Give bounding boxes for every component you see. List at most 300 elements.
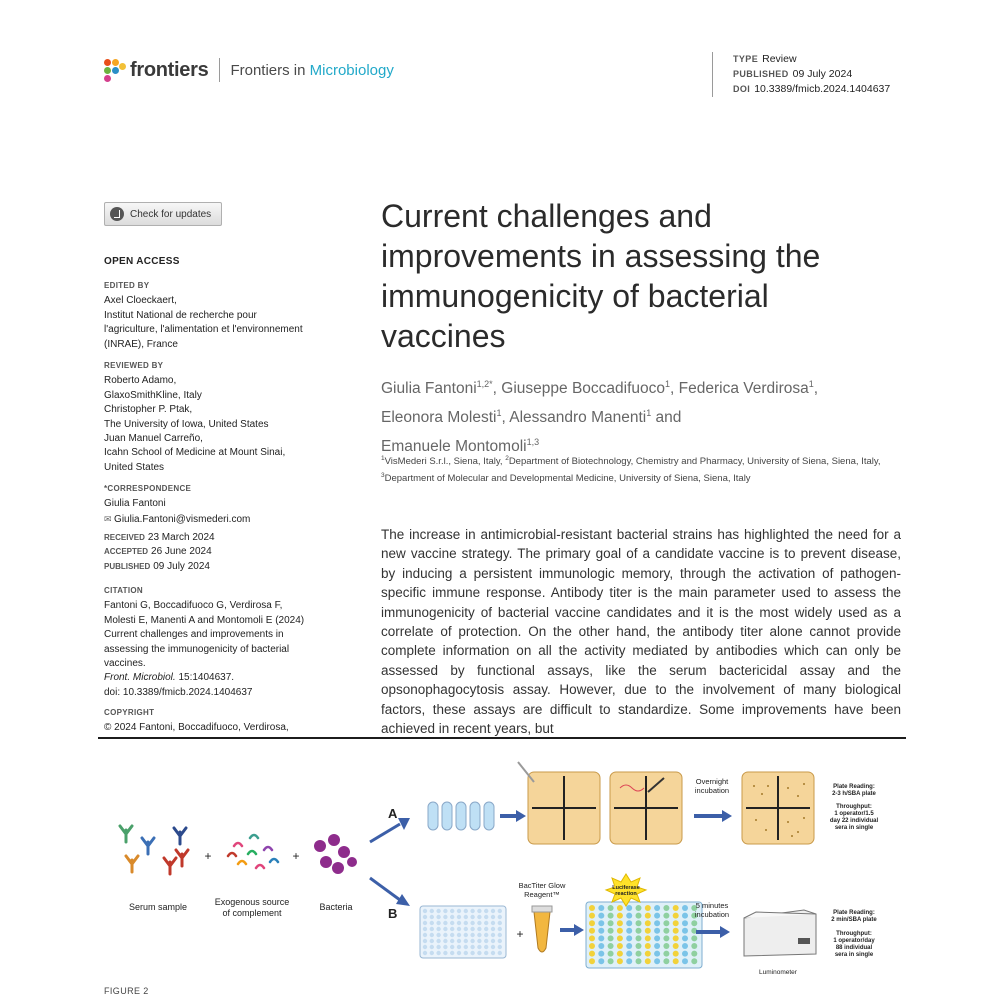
luminescent-well xyxy=(636,928,642,934)
author-sep: and xyxy=(651,409,682,427)
well xyxy=(484,927,488,931)
luminescent-well xyxy=(636,943,642,949)
affil-text: Department of Biotechnology, Chemistry and Pharmacy, University of Siena, Siena, Italy, xyxy=(508,456,881,468)
luminescent-well xyxy=(626,951,632,957)
luminescent-well xyxy=(663,928,669,934)
luminescent-well xyxy=(682,935,688,941)
logo-divider xyxy=(219,58,220,82)
published-key: PUBLISHED xyxy=(733,69,789,79)
well xyxy=(464,921,468,925)
well xyxy=(464,945,468,949)
luminescent-well xyxy=(691,958,697,964)
luminescent-well xyxy=(673,943,679,949)
received-value: 23 March 2024 xyxy=(147,532,215,543)
well xyxy=(443,951,447,955)
agar-plate-icon xyxy=(528,772,600,844)
well xyxy=(470,939,474,943)
figure-divider xyxy=(98,737,906,739)
row-a-notes xyxy=(830,784,879,831)
correspondence-email[interactable]: Giulia.Fantoni@vismederi.com xyxy=(114,513,251,525)
luminescent-well xyxy=(626,920,632,926)
check-for-updates-button[interactable] xyxy=(104,202,222,226)
luminescent-well xyxy=(691,951,697,957)
copyright-line: © 2024 Fantoni, Boccadifuoco, Verdirosa, xyxy=(104,722,289,734)
luminescent-well xyxy=(608,943,614,949)
well xyxy=(457,933,461,937)
well xyxy=(491,933,495,937)
reviewer-line: The University of Iowa, United States xyxy=(104,418,269,430)
luminescent-well xyxy=(626,958,632,964)
author-list xyxy=(381,372,911,459)
open-access-label: OPEN ACCESS xyxy=(104,256,180,267)
throughput-label: Throughput: xyxy=(836,931,872,937)
luminescent-well xyxy=(673,935,679,941)
edited-by-section xyxy=(104,279,349,352)
well xyxy=(484,933,488,937)
copyright-heading: COPYRIGHT xyxy=(104,708,155,717)
complement-label-2: of complement xyxy=(222,908,282,918)
luminescent-well xyxy=(608,928,614,934)
dates-section xyxy=(104,531,349,574)
five-min-label-2: incubation xyxy=(694,910,730,919)
citation-section xyxy=(104,584,349,700)
arrow-to-a-icon xyxy=(370,824,400,842)
row-b-notes xyxy=(831,910,877,958)
luminescent-well xyxy=(673,913,679,919)
well xyxy=(470,951,474,955)
well xyxy=(436,927,440,931)
well xyxy=(450,909,454,913)
well xyxy=(436,939,440,943)
citation-line: Current challenges and improvements in xyxy=(104,629,284,641)
serum-sample-label: Serum sample xyxy=(128,902,188,912)
well xyxy=(470,921,474,925)
luminescent-well xyxy=(608,951,614,957)
well xyxy=(491,915,495,919)
well xyxy=(430,921,434,925)
check-updates-label: Check for updates xyxy=(130,208,212,220)
well xyxy=(491,927,495,931)
luciferase-label-1: Luciferase xyxy=(612,885,640,891)
editor-line: Institut National de recherche pour xyxy=(104,309,257,321)
editor-line: Axel Cloeckaert, xyxy=(104,295,177,307)
affil-sup: 2 xyxy=(505,455,509,462)
well xyxy=(450,921,454,925)
correspondence-email-row[interactable] xyxy=(104,512,349,527)
luminescent-well xyxy=(589,913,595,919)
luminescent-well xyxy=(589,905,595,911)
well xyxy=(484,951,488,955)
well xyxy=(491,951,495,955)
luminescent-well xyxy=(673,905,679,911)
well xyxy=(450,927,454,931)
reviewer-line: United States xyxy=(104,461,165,473)
luminescent-well xyxy=(645,913,651,919)
luminescent-well xyxy=(654,943,660,949)
luminescent-well xyxy=(654,905,660,911)
well xyxy=(464,939,468,943)
luminescent-well xyxy=(663,913,669,919)
luminescent-well xyxy=(663,920,669,926)
row-a-label: A xyxy=(388,806,398,821)
author-name[interactable]: Emanuele Montomoli xyxy=(381,438,527,456)
luminescent-well xyxy=(589,958,595,964)
well xyxy=(443,909,447,913)
plus-sign: + xyxy=(516,927,524,941)
luminescent-well xyxy=(608,905,614,911)
affil-text: VisMederi S.r.l., Siena, Italy, xyxy=(384,456,506,468)
luminescent-well xyxy=(626,935,632,941)
envelope-icon: ✉ xyxy=(104,513,115,524)
well xyxy=(423,927,427,931)
well xyxy=(464,933,468,937)
citation-doi[interactable]: doi: 10.3389/fmicb.2024.1404637 xyxy=(104,686,253,698)
reviewer-line: Icahn School of Medicine at Mount Sinai, xyxy=(104,447,286,459)
luminescent-well xyxy=(617,928,623,934)
luminescent-well xyxy=(682,920,688,926)
well xyxy=(477,927,481,931)
luminescent-well xyxy=(645,943,651,949)
plate-reading-label: Plate Reading: xyxy=(833,910,875,916)
doi-link[interactable]: 10.3389/fmicb.2024.1404637 xyxy=(754,83,891,95)
luminescent-well xyxy=(663,943,669,949)
luminescent-well xyxy=(636,935,642,941)
agar-plate-streaked-icon xyxy=(610,772,682,844)
complement-icon xyxy=(228,835,278,868)
well xyxy=(443,939,447,943)
citation-journal-line xyxy=(104,671,349,685)
well xyxy=(477,909,481,913)
throughput-line: 1 operator/1.5 xyxy=(834,811,874,817)
reviewer-line: GlaxoSmithKline, Italy xyxy=(104,389,202,401)
author-sep: , xyxy=(670,380,679,398)
well xyxy=(477,945,481,949)
author-affil-sup: 1 xyxy=(646,408,652,419)
editor-line: l'agriculture, l'alimentation et l'environnement xyxy=(104,324,303,336)
overnight-label-2: incubation xyxy=(694,786,730,795)
luminescent-well xyxy=(691,943,697,949)
bacteria-icon xyxy=(314,834,357,874)
luminescent-well xyxy=(608,913,614,919)
well xyxy=(430,945,434,949)
well xyxy=(423,951,427,955)
article-title: Current challenges and improvements in assessing the immunogenicity of bacterial vaccines xyxy=(381,198,821,354)
check-updates-icon xyxy=(110,207,124,221)
test-tubes-icon xyxy=(428,802,494,830)
luminescent-well xyxy=(598,951,604,957)
well xyxy=(450,915,454,919)
well xyxy=(491,921,495,925)
author-sep: , xyxy=(501,409,510,427)
well xyxy=(457,915,461,919)
well xyxy=(491,945,495,949)
luminescent-well xyxy=(673,958,679,964)
luminescent-well xyxy=(617,951,623,957)
well xyxy=(443,933,447,937)
96-well-plate-icon xyxy=(420,906,506,958)
luminescent-well xyxy=(673,920,679,926)
luminescent-well xyxy=(636,958,642,964)
author-affil-sup: 1 xyxy=(496,408,502,419)
bactiter-label-2: Reagent™ xyxy=(524,890,560,899)
author-name[interactable]: Eleonora Molesti xyxy=(381,409,497,427)
luminescent-well xyxy=(626,943,632,949)
citation-journal: Front. Microbiol. xyxy=(104,672,176,684)
editor-line: (INRAE), France xyxy=(104,338,178,350)
luminescent-well xyxy=(691,935,697,941)
throughput-line: 88 individual xyxy=(835,945,873,951)
luminescent-well xyxy=(673,951,679,957)
luminescent-well xyxy=(645,928,651,934)
well xyxy=(443,927,447,931)
correspondence-name: Giulia Fantoni xyxy=(104,498,166,510)
author-name[interactable]: Giulia Fantoni xyxy=(381,380,477,398)
affiliations xyxy=(381,452,901,486)
reviewed-by-heading: REVIEWED BY xyxy=(104,361,164,370)
citation-line: Molesti E, Manenti A and Montomoli E (2024) xyxy=(104,614,305,626)
author-name[interactable]: Giuseppe Boccadifuoco xyxy=(501,380,665,398)
well xyxy=(498,921,502,925)
luminescent-well xyxy=(645,958,651,964)
author-affil-sup: 1,2* xyxy=(476,379,493,389)
luminescent-well xyxy=(617,935,623,941)
well xyxy=(436,951,440,955)
well xyxy=(470,927,474,931)
luminescent-well xyxy=(682,951,688,957)
luminescent-well xyxy=(682,943,688,949)
five-min-label-1: 5 minutes xyxy=(695,901,729,910)
well xyxy=(450,951,454,955)
type-value: Review xyxy=(762,53,797,65)
well xyxy=(470,915,474,919)
well xyxy=(436,921,440,925)
luminescent-well xyxy=(663,958,669,964)
accepted-key: ACCEPTED xyxy=(104,547,149,557)
citation-line: vaccines. xyxy=(104,658,146,670)
well xyxy=(491,909,495,913)
well xyxy=(423,933,427,937)
well xyxy=(457,927,461,931)
luminescent-well xyxy=(645,951,651,957)
luminescent-well xyxy=(636,920,642,926)
luminometer-label: Luminometer xyxy=(759,969,797,976)
luminescent-well xyxy=(626,913,632,919)
antibodies-icon xyxy=(120,826,188,874)
correspondence-heading: *CORRESPONDENCE xyxy=(104,484,192,493)
sidebar-published-key: PUBLISHED xyxy=(104,561,151,571)
agar-plate-colonies-icon xyxy=(742,772,814,844)
luminescent-well xyxy=(617,943,623,949)
luminescent-well xyxy=(608,920,614,926)
journal-field: Microbiology xyxy=(309,61,394,79)
well xyxy=(436,945,440,949)
type-key: TYPE xyxy=(733,54,759,64)
throughput-line: day 22 individual xyxy=(829,818,879,824)
plate-reading-label: Plate Reading: xyxy=(833,784,875,790)
well xyxy=(443,921,447,925)
luminescent-well xyxy=(663,951,669,957)
abstract-text: The increase in antimicrobial-resistant bacterial strains has highlighted the need for a new vaccine strategy. The primary goal of a candidate vaccine is to prevent disease, by inducing a persistent immunologic memory, through the activation of pathogen-specific immune response. Antibody titer is the main parameter used to assess the immunogenicity of bacterial vaccine candidates and it is the most widely used as a correlate of protection. On the other hand, the antibody titer alone cannot provide complete information on all the activity mediated by antibodies which can only be assessed by functional assays, like the serum bactericidal assay and the opsonophagocytosis assay. However, due to the involvement of many biological factors, these assays are difficult to standardize. Some improvements have been achieved in recent years, but xyxy=(381,527,901,737)
luminescent-well xyxy=(645,920,651,926)
luminescent-well xyxy=(598,920,604,926)
luminescent-well xyxy=(682,905,688,911)
luminescent-well xyxy=(617,905,623,911)
luminescent-well xyxy=(598,935,604,941)
journal-name[interactable] xyxy=(230,62,393,79)
bacteria-label: Bacteria xyxy=(319,902,353,912)
luminescent-well xyxy=(626,928,632,934)
luminescent-well xyxy=(636,951,642,957)
luminescent-well xyxy=(654,928,660,934)
well xyxy=(470,933,474,937)
well xyxy=(484,915,488,919)
row-b-label: B xyxy=(388,906,398,921)
luminescent-well xyxy=(682,913,688,919)
copyright-section xyxy=(104,706,349,736)
well xyxy=(450,939,454,943)
well xyxy=(464,915,468,919)
well xyxy=(423,945,427,949)
citation-line: Fantoni G, Boccadifuoco G, Verdirosa F, xyxy=(104,600,283,612)
well xyxy=(423,909,427,913)
well xyxy=(477,939,481,943)
well xyxy=(484,909,488,913)
luminescent-well xyxy=(663,935,669,941)
well xyxy=(436,933,440,937)
luminescent-well xyxy=(691,920,697,926)
luminescent-well xyxy=(682,958,688,964)
arrow-head-icon xyxy=(722,810,732,822)
luminescent-well xyxy=(636,905,642,911)
article-meta xyxy=(712,52,890,97)
well xyxy=(457,921,461,925)
well xyxy=(484,939,488,943)
well xyxy=(464,927,468,931)
throughput-line: 1 operator/day xyxy=(833,938,875,944)
luminescent-well xyxy=(654,935,660,941)
well xyxy=(457,951,461,955)
author-affil-sup: 1,3 xyxy=(526,437,540,448)
arrow-to-b-icon xyxy=(370,878,400,900)
luminescent-well xyxy=(682,928,688,934)
affil-sup: 3 xyxy=(381,472,385,480)
well xyxy=(423,921,427,925)
luminescent-well xyxy=(598,958,604,964)
publisher-logo xyxy=(104,58,394,82)
luminescent-well xyxy=(598,905,604,911)
sidebar-published-value: 09 July 2024 xyxy=(153,560,210,572)
well xyxy=(470,945,474,949)
well xyxy=(477,915,481,919)
correspondence-section xyxy=(104,482,349,527)
complement-label-1: Exogenous source xyxy=(214,897,290,907)
accepted-value: 26 June 2024 xyxy=(151,546,212,558)
luminescent-well xyxy=(626,905,632,911)
edited-by-heading: EDITED BY xyxy=(104,281,150,290)
affil-text: Department of Molecular and Developmental Medicine, University of Siena, Siena, Italy xyxy=(384,473,751,485)
throughput-label: Throughput: xyxy=(836,804,872,810)
citation-volume: 15:1404637. xyxy=(175,672,235,684)
well xyxy=(457,945,461,949)
well xyxy=(491,939,495,943)
luminescent-well xyxy=(617,913,623,919)
frontiers-logo-icon xyxy=(104,59,126,81)
arrow-head-icon xyxy=(574,924,584,936)
well xyxy=(423,939,427,943)
author-sep: , xyxy=(813,380,819,398)
well xyxy=(430,939,434,943)
well xyxy=(450,933,454,937)
citation-line: assessing the immunogenicity of bacterial xyxy=(104,643,290,655)
author-name[interactable]: Alessandro Manenti xyxy=(509,409,647,427)
well xyxy=(430,927,434,931)
luminescent-well xyxy=(663,905,669,911)
well xyxy=(436,909,440,913)
well xyxy=(484,945,488,949)
author-affil-sup: 1 xyxy=(665,379,671,389)
plus-sign: + xyxy=(204,849,212,863)
affil-sup: 1 xyxy=(381,455,385,462)
plus-sign: + xyxy=(292,849,300,863)
luminescent-well xyxy=(598,913,604,919)
well xyxy=(457,909,461,913)
well xyxy=(498,915,502,919)
well xyxy=(498,909,502,913)
journal-prefix: Frontiers in xyxy=(230,61,310,79)
well xyxy=(484,921,488,925)
well xyxy=(498,951,502,955)
publisher-name: frontiers xyxy=(130,58,209,81)
overnight-label-1: Overnight xyxy=(695,777,729,786)
luminometer-icon xyxy=(744,910,816,956)
well xyxy=(430,951,434,955)
luminescent-well xyxy=(636,913,642,919)
well xyxy=(464,909,468,913)
reviewer-line: Christopher P. Ptak, xyxy=(104,404,193,416)
luminescent-well xyxy=(654,920,660,926)
well xyxy=(430,909,434,913)
published-value: 09 July 2024 xyxy=(792,68,853,80)
reviewer-line: Roberto Adamo, xyxy=(104,375,177,387)
luminescent-well xyxy=(589,951,595,957)
citation-heading: CITATION xyxy=(104,586,143,595)
luminescent-well xyxy=(589,935,595,941)
well xyxy=(464,951,468,955)
luminescent-well xyxy=(617,958,623,964)
well xyxy=(430,933,434,937)
well xyxy=(423,915,427,919)
luciferase-label-2: reaction xyxy=(615,891,637,897)
luminescent-well xyxy=(654,913,660,919)
luminescent-well xyxy=(589,928,595,934)
figure-2-diagram xyxy=(98,742,906,982)
author-affil-sup: 1 xyxy=(808,379,814,389)
plate-reading-value: 2-3 h/SBA plate xyxy=(832,791,876,797)
luminescent-well xyxy=(617,920,623,926)
reagent-tube-icon xyxy=(532,906,552,952)
well xyxy=(498,939,502,943)
well xyxy=(498,927,502,931)
well xyxy=(477,951,481,955)
luminescent-well xyxy=(645,935,651,941)
reviewer-line: Juan Manuel Carreño, xyxy=(104,433,203,445)
well xyxy=(443,915,447,919)
throughput-line: sera in single xyxy=(834,952,874,958)
well xyxy=(457,939,461,943)
well xyxy=(477,921,481,925)
arrow-head-icon xyxy=(720,926,730,938)
author-name[interactable]: Federica Verdirosa xyxy=(678,380,809,398)
